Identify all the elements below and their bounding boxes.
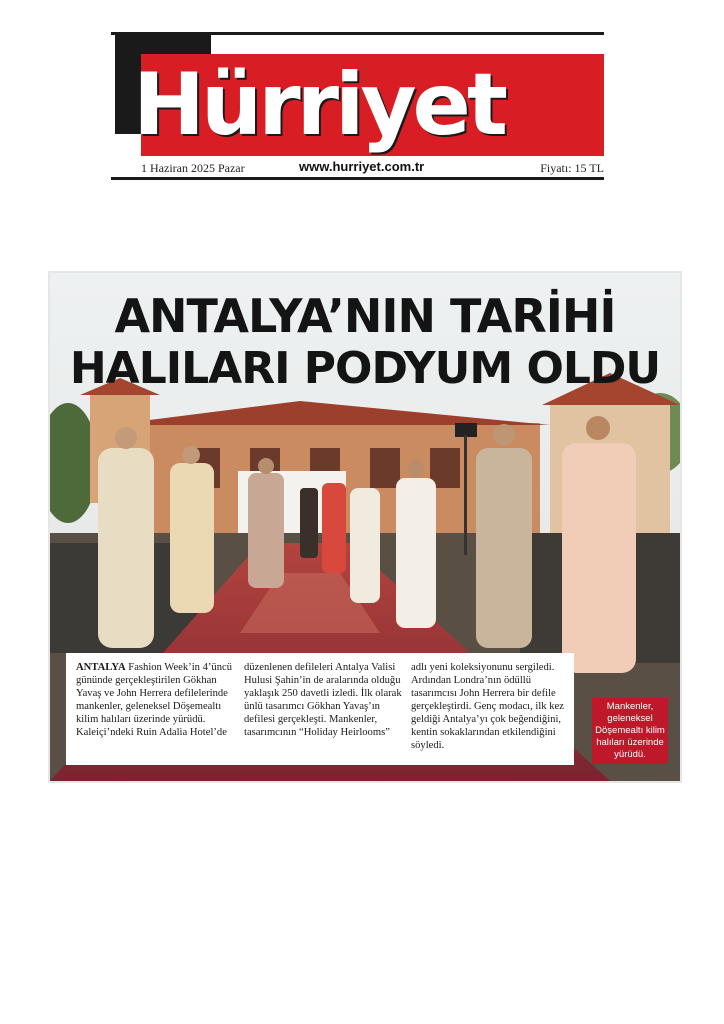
masthead-bottom-rule xyxy=(111,177,604,180)
newspaper-logo: Hürriyet xyxy=(133,55,504,155)
headline-line-2: HALILARI PODYUM OLDU xyxy=(69,343,661,394)
article-body xyxy=(66,653,574,765)
body-column-3: adlı yeni koleksiyonunu sergiledi. Ardından Londra’nın ödüllü tasarımcısı John Herrera bir defile gerçekleştirdi. Genç modacı, ilk kez geldiği Antalya’yı çok beğendiğini, kentin sokaklarından etkilendiğini söyledi. xyxy=(411,662,564,751)
newspaper-masthead xyxy=(111,32,604,180)
photo-caption: Mankenler, geleneksel Döşemealtı kilim halıları üzerinde yürüdü. xyxy=(592,698,668,764)
headline-line-1: ANTALYA’NIN TARİHİ xyxy=(114,289,616,343)
body-column-1-text: Fashion Week’in 4’üncü gününde gerçekleştirilen Gökhan Yavaş ve John Herrera defilelerinde mankenler, geleneksel Döşemealtı kilim halıları üzerinde yürüdü. Kaleiçi’ndeki Ruin Adalia Hotel’de xyxy=(76,662,232,738)
website-url: www.hurriyet.com.tr xyxy=(299,159,425,174)
article-clipping xyxy=(50,273,680,781)
body-column-2: düzenlenen defileleri Antalya Valisi Hulusi Şahin’in de aralarında olduğu yaklaşık 250 davetli izledi. İlk olarak ünlü tasarımcı Gökhan Yavaş’ın defilesi gerçekleşti. Mankenler, tasarımcının “Holiday Heirlooms” xyxy=(244,662,402,738)
issue-price: Fiyatı: 15 TL xyxy=(540,161,604,175)
dateline: ANTALYA xyxy=(76,662,126,673)
issue-date: 1 Haziran 2025 Pazar xyxy=(141,161,245,175)
body-column-1 xyxy=(76,661,234,739)
